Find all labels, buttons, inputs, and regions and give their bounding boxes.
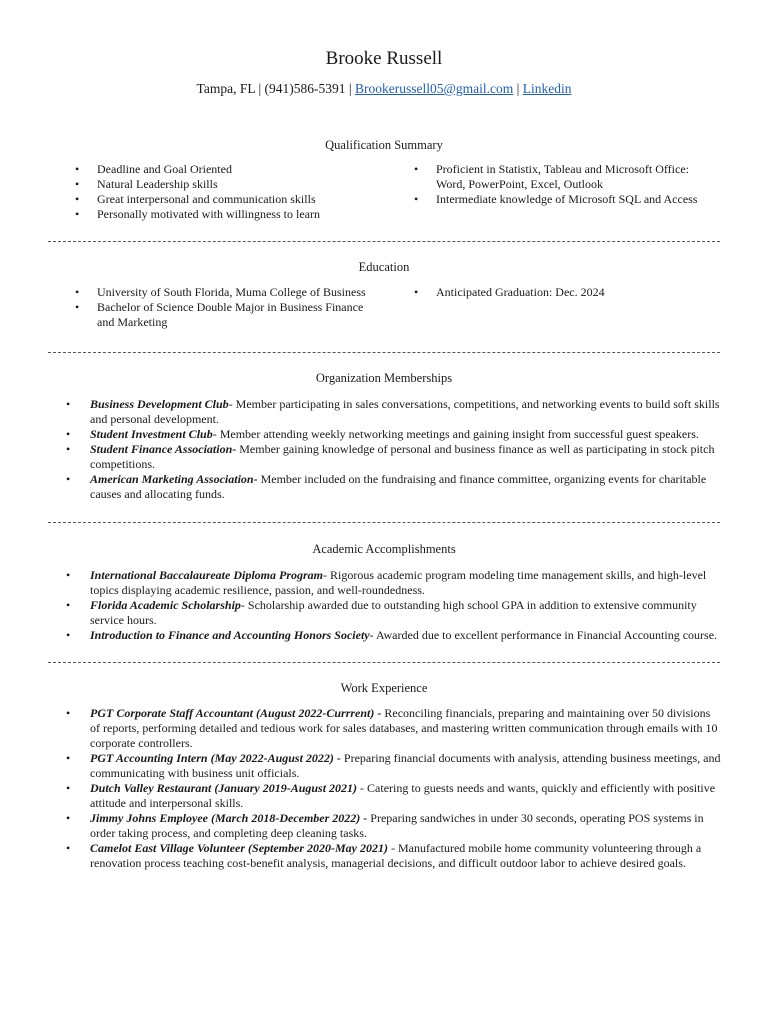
list-item: • Jimmy Johns Employee (March 2018-December 2022) - Preparing sandwiches in under 30 seconds, operating POS systems in order taking process, and completing deep cleaning tasks.: [90, 811, 722, 841]
list-item: • University of South Florida, Muma College of Business: [97, 285, 377, 300]
section-divider: [48, 241, 720, 242]
list-item: • Student Finance Association- Member gaining knowledge of personal and business finance as well as participating in stock pitch competitions.: [90, 442, 722, 472]
list-item: • Camelot East Village Volunteer (September 2020-May 2021) - Manufactured mobile home community volunteering through a renovation process teaching cost-benefit analysis, managerial decisions, and difficult outdoor labor to achieve desired goals.: [90, 841, 722, 871]
list-item: • Dutch Valley Restaurant (January 2019-August 2021) - Catering to guests needs and wants, quickly and efficiently with positive attitude and interpersonal skills.: [90, 781, 722, 811]
section-title-qualification: Qualification Summary: [325, 138, 443, 152]
academic-list: [90, 568, 722, 643]
list-item: • Intermediate knowledge of Microsoft SQL and Access: [436, 192, 711, 207]
email-link[interactable]: Brookerussell05@gmail.com: [354, 81, 514, 96]
list-item: • Deadline and Goal Oriented: [97, 162, 397, 177]
linkedin-link[interactable]: Linkedin: [522, 81, 572, 96]
list-item: • Great interpersonal and communication skills: [97, 192, 397, 207]
section-divider: [48, 522, 720, 523]
list-item: • Business Development Club- Member participating in sales conversations, competitions, and networking events to build soft skills and personal development.: [90, 397, 722, 427]
section-divider: [48, 352, 720, 353]
candidate-name: Brooke Russell: [325, 48, 443, 69]
list-item: • Florida Academic Scholarship- Scholarship awarded due to outstanding high school GPA in addition to extensive community service hours.: [90, 598, 722, 628]
work-list: [90, 706, 722, 871]
list-item: • Bachelor of Science Double Major in Business Finance and Marketing: [97, 300, 377, 330]
list-item: • PGT Corporate Staff Accountant (August 2022-Currrent) - Reconciling financials, preparing and maintaining over 50 divisions of reports, performing detailed and tedious work for sales databases, and mastering written communication through emails with 10 corporate controllers.: [90, 706, 722, 751]
qualification-right-list: [436, 162, 711, 207]
section-title-academic: Academic Accomplishments: [312, 542, 456, 556]
location-phone: Tampa, FL | (941)586-5391 |: [196, 81, 352, 96]
list-item: • Natural Leadership skills: [97, 177, 397, 192]
list-item: • International Baccalaureate Diploma Program- Rigorous academic program modeling time management skills, and high-level topics displaying academic resilience, passion, and well-roundedness.: [90, 568, 722, 598]
organizations-list: [90, 397, 722, 502]
education-right-list: [436, 285, 711, 300]
education-left-list: [97, 285, 377, 330]
list-item: • American Marketing Association- Member included on the fundraising and finance committee, organizing events for charitable causes and allocating funds.: [90, 472, 722, 502]
list-item: • Proficient in Statistix, Tableau and Microsoft Office: Word, PowerPoint, Excel, Outlook: [436, 162, 711, 192]
section-title-organizations: Organization Memberships: [315, 371, 453, 385]
contact-separator: |: [516, 81, 520, 96]
contact-line: [0, 80, 768, 98]
section-title-education: Education: [358, 260, 410, 274]
section-title-work: Work Experience: [340, 681, 428, 695]
list-item: • Introduction to Finance and Accounting Honors Society- Awarded due to excellent performance in Financial Accounting course.: [90, 628, 722, 643]
list-item: • PGT Accounting Intern (May 2022-August 2022) - Preparing financial documents with analysis, attending business meetings, and communicating with business unit officials.: [90, 751, 722, 781]
list-item: • Personally motivated with willingness to learn: [97, 207, 397, 222]
list-item: • Anticipated Graduation: Dec. 2024: [436, 285, 711, 300]
section-divider: [48, 662, 720, 663]
qualification-left-list: [97, 162, 397, 222]
list-item: • Student Investment Club- Member attending weekly networking meetings and gaining insight from successful guest speakers.: [90, 427, 722, 442]
